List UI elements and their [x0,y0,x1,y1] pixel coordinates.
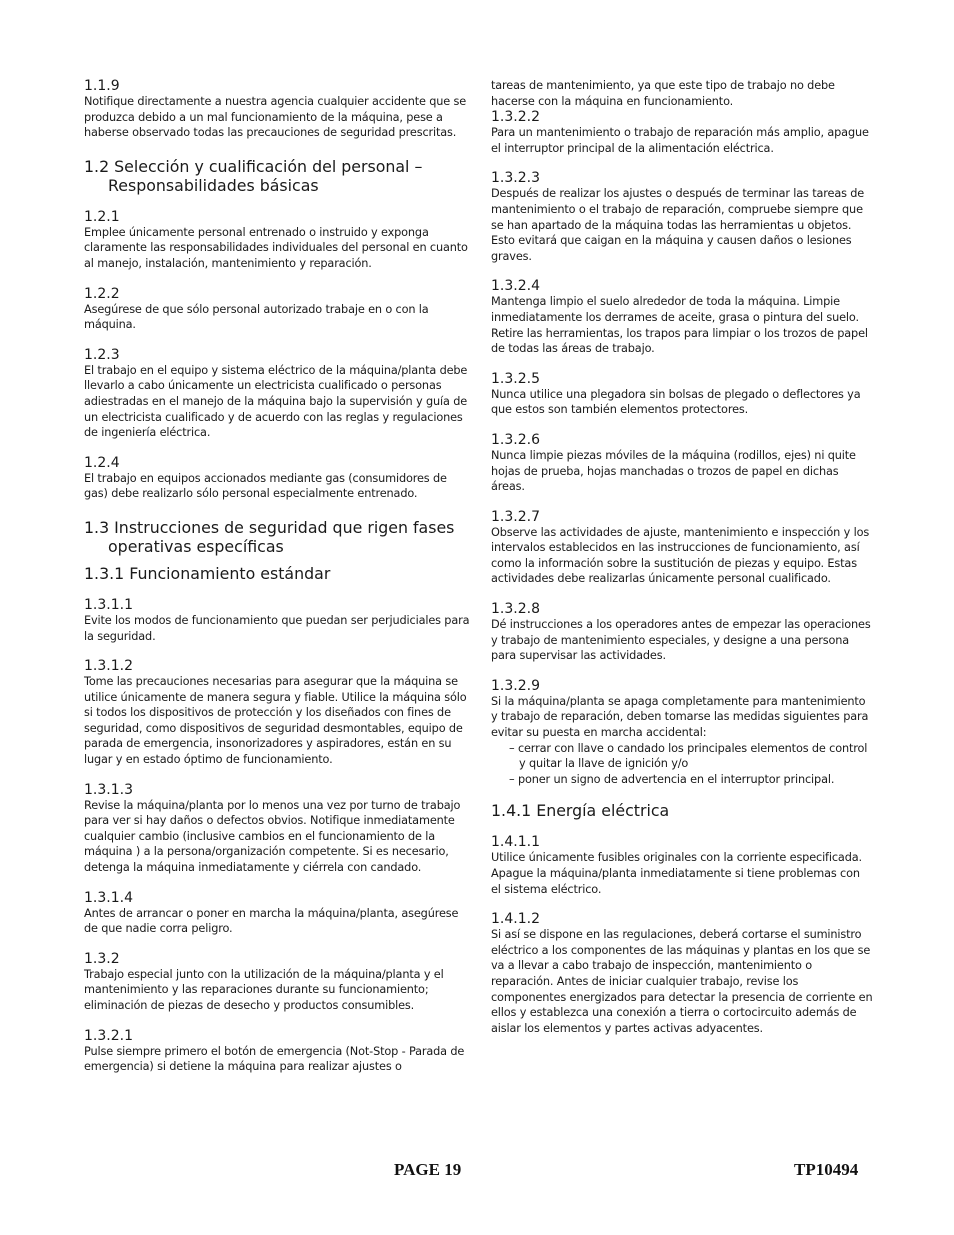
heading-1-4-1-2: 1.4.1.2 [491,911,540,928]
heading-1-3-1-3: 1.3.1.3 [84,781,133,798]
paragraph-1-3-2-3: Después de realizar los ajustes o después de terminar las tareas de mantenimiento o el trabajo de reparación, compruebe siempre que se han apartado de la máquina todas las herramientas u objetos. Esto evitará que caigan en la máquina y causen daños o lesiones graves. [491,187,865,263]
paragraph-1-3-2-2: Para un mantenimiento o trabajo de reparación más amplio, apague el interruptor principal de la alimentación eléctrica. [491,126,869,155]
paragraph-1-2-2: Asegúrese de que sólo personal autorizado trabaje en o con la máquina. [84,302,429,332]
paragraph-1-4-1-1: Utilice únicamente fusibles originales con la corriente especificada. Apague la máquina/planta inmediatamente si tiene problemas con el sistema eléctrico. [491,851,862,896]
heading-1-2-2: 1.2.2 [84,285,120,302]
paragraph-1-3-2-7: Observe las actividades de ajuste, mantenimiento e inspección y los intervalos establecidos en las instrucciones de funcionamiento, así como la información sobre la sustitución de piezas y equipo. Estas actividades debe realizarlas únicamente personal cualificado. [491,525,870,586]
heading-1-1-9: 1.1.9 [84,78,120,94]
heading-1-3-1-4: 1.3.1.4 [84,889,133,906]
heading-1-3-2-5: 1.3.2.5 [491,370,540,387]
heading-1-3-2-8: 1.3.2.8 [491,601,540,618]
heading-1-3-1-1: 1.3.1.1 [84,596,133,613]
paragraph-1-2-1: Emplee únicamente personal entrenado o instruido y exponga claramente las responsabilidades individuales del personal en cuanto al manejo, instalación, mantenimiento y reparación. [84,225,468,270]
paragraph-1-2-3: El trabajo en el equipo y sistema eléctrico de la máquina/planta debe llevarlo a cabo únicamente un electricista cualificado o personas adiestradas en el manejo de la máquina bajo la supervisión y guía de un electricista cualificado y de acuerdo con las reglas y regulaciones de ingeniería eléctrica. [84,363,468,440]
heading-1-3-2-6: 1.3.2.6 [491,431,540,448]
paragraph-1-3-2-1: Pulse siempre primero el botón de emergencia (Not-Stop - Parada de emergencia) si detiene la máquina para realizar ajustes o [84,1044,465,1074]
heading-1-3-2-7: 1.3.2.7 [491,508,540,525]
paragraph-1-3-2-8: Dé instrucciones a los operadores antes de empezar las operaciones y trabajo de mantenimiento especiales, y designe a una persona para supervisar las actividades. [491,618,871,663]
paragraph-1-1-9: Notifique directamente a nuestra agencia cualquier accidente que se produzca debido a un mal funcionamiento de la máquina, pese a haberse observado todas las precauciones de seguridad prescritas. [84,95,467,140]
heading-1-3-2-3: 1.3.2.3 [491,170,540,187]
section-1-2-line1: 1.2 Selección y cualificación del personal – [84,156,423,176]
list-item-warning-sign: – poner un signo de advertencia en el interruptor principal. [509,772,835,786]
paragraph-1-3-1-4: Antes de arrancar o poner en marcha la máquina/planta, asegúrese de que nadie corra peligro. [84,906,459,936]
section-1-3-1-title: 1.3.1 Funcionamiento estándar [84,563,331,583]
section-1-4-1-title: 1.4.1 Energía eléctrica [491,801,670,821]
paragraph-1-3-2-4: Mantenga limpio el suelo alrededor de toda la máquina. Limpie inmediatamente los derrames de aceite, grasa o pintura del suelo. Retire las herramientas, los trapos para limpiar o los trozos de papel de todas las áreas de trabajo. [491,295,868,356]
paragraph-1-3-2-9: Si la máquina/planta se apaga completamente para mantenimiento y trabajo de reparación, deben tomarse las medidas siguientes para evitar su puesta en marcha accidental: [491,694,869,740]
paragraph-1-2-4: El trabajo en equipos accionados mediante gas (consumidores de gas) debe realizarlo sólo personal especialmente entrenado. [84,471,447,501]
section-1-3-title [84,518,474,556]
heading-1-2-3: 1.2.3 [84,346,120,363]
list-item-lock-controls: – cerrar con llave o candado los principales elementos de control y quitar la llave de ignición y/o [509,741,868,771]
heading-1-3-2-4: 1.3.2.4 [491,278,540,295]
heading-1-2-1: 1.2.1 [84,208,120,225]
heading-1-2-4: 1.2.4 [84,454,120,471]
heading-1-3-2-1: 1.3.2.1 [84,1027,133,1044]
section-1-3-line1: 1.3 Instrucciones de seguridad que rigen fases [84,517,455,537]
paragraph-1-3-2: Trabajo especial junto con la utilización de la máquina/planta y el mantenimiento y las reparaciones durante su funcionamiento; eliminación de piezas de desecho y productos consumibles. [84,967,444,1012]
heading-1-4-1-1: 1.4.1.1 [491,834,540,851]
section-1-2-title [84,157,474,195]
left-column [84,78,474,1075]
heading-1-3-1-2: 1.3.1.2 [84,658,133,675]
heading-1-3-2-2: 1.3.2.2 [491,109,540,126]
heading-1-3-2: 1.3.2 [84,950,120,967]
heading-1-3-2-9: 1.3.2.9 [491,677,540,694]
section-1-2-line2: Responsabilidades básicas [108,175,319,195]
paragraph-1-3-2-1-continued: tareas de mantenimiento, ya que este tipo de trabajo no debe hacerse con la máquina en funcionamiento. [491,79,835,108]
paragraph-1-3-2-6: Nunca limpie piezas móviles de la máquina (rodillos, ejes) ni quite hojas de prueba, hojas manchadas o trozos de papel en dichas áreas. [491,448,856,494]
paragraph-1-3-2-5: Nunca utilice una plegadora sin bolsas de plegado o deflectores ya que estos son también elementos protectores. [491,387,861,417]
paragraph-1-3-1-2: Tome las precauciones necesarias para asegurar que la máquina se utilice únicamente de manera segura y fiable. Utilice la máquina sólo si todos los dispositivos de protección y los diseñados con fines de seguridad, como dispositivos de seguridad desmontables, equipo de parada de emergencia, insonorizadores y aspiradores, están en su lugar y en estado óptimo de funcionamiento. [84,675,467,767]
paragraph-1-3-1-1: Evite los modos de funcionamiento que puedan ser perjudiciales para la seguridad. [84,613,470,643]
paragraph-1-3-1-3: Revise la máquina/planta por lo menos una vez por turno de trabajo para ver si hay daños o defectos obvios. Notifique inmediatamente cualquier cambio (inclusive cambios en el funcionamiento de la máquina ) a la persona/organización competente. Si es necesario, detenga la máquina inmediatamente y ciérrela con candado. [84,798,461,875]
section-1-3-line2: operativas específicas [108,536,284,556]
page-number: PAGE 19 [394,1160,462,1179]
paragraph-1-4-1-2: Si así se dispone en las regulaciones, deberá cortarse el suministro eléctrico a los componentes de las máquinas y plantas en los que se va a llevar a cabo trabajo de inspección, mantenimiento o reparación. Antes de iniciar cualquier trabajo, revise los componentes energizados para detectar la presencia de corriente en ellos y establezca una conexión a tierra o cortocircuito además de aislar los elementos y partes activas adyacentes. [491,928,873,1035]
right-column [491,78,873,1036]
document-code: TP10494 [794,1160,859,1179]
